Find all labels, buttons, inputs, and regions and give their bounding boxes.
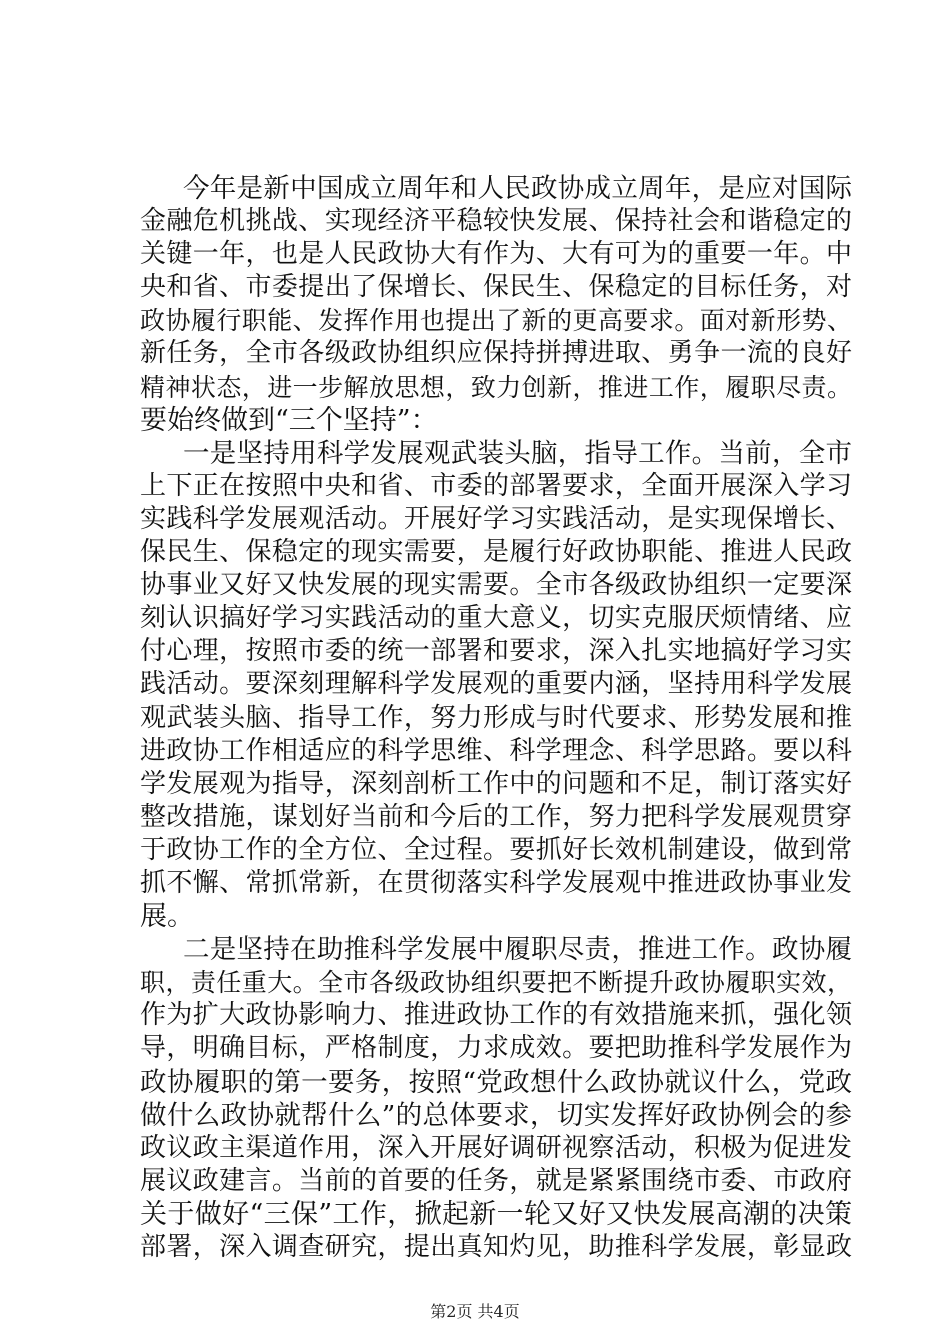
text-line: 精神状态，进一步解放思想，致力创新，推进工作，履职尽责。	[140, 372, 852, 402]
text-line: 央和省、市委提出了保增长、保民生、保稳定的目标任务，对	[140, 272, 852, 303]
text-line: 抓不懈、常抓常新，在贯彻落实科学发展观中推进政协事业发	[140, 867, 852, 898]
text-line: 付心理，按照市委的统一部署和要求，深入扎实地搞好学习实	[140, 636, 852, 667]
text-line: 展议政建言。当前的首要的任务，就是紧紧围绕市委、市政府	[140, 1165, 852, 1196]
text-line: 整改措施，谋划好当前和今后的工作，努力把科学发展观贯穿	[140, 801, 852, 832]
text-line: 金融危机挑战、实现经济平稳较快发展、保持社会和谐稳定的	[140, 206, 852, 237]
text-line: 导，明确目标，严格制度，力求成效。要把助推科学发展作为	[140, 1033, 852, 1064]
text-line: 进政协工作相适应的科学思维、科学理念、科学思路。要以科	[140, 735, 852, 766]
text-line: 今年是新中国成立周年和人民政协成立周年，是应对国际	[183, 173, 852, 204]
text-line: 二是坚持在助推科学发展中履职尽责，推进工作。政协履	[183, 934, 852, 966]
paragraph	[140, 933, 852, 1264]
text-line: 要始终做到“三个坚持”：	[140, 404, 438, 436]
text-line: 协事业又好又快发展的现实需要。全市各级政协组织一定要深	[140, 570, 852, 601]
paragraph	[140, 437, 852, 933]
paragraph	[140, 172, 852, 437]
document-body	[140, 172, 852, 1264]
text-line: 展。	[140, 901, 194, 933]
text-line: 政协履职的第一要务，按照“党政想什么政协就议什么，党政	[140, 1066, 852, 1098]
text-line: 职，责任重大。全市各级政协组织要把不断提升政协履职实效，	[140, 968, 852, 998]
text-line: 刻认识搞好学习实践活动的重大意义，切实克服厌烦情绪、应	[140, 603, 852, 634]
text-line: 政议政主渠道作用，深入开展好调研视察活动，积极为促进发	[140, 1132, 852, 1163]
text-line: 新任务，全市各级政协组织应保持拼搏进取、勇争一流的良好	[140, 338, 852, 369]
text-line: 实践科学发展观活动。开展好学习实践活动，是实现保增长、	[140, 503, 852, 534]
text-line: 政协履行职能、发挥作用也提出了新的更高要求。面对新形势、	[140, 306, 852, 336]
text-line: 学发展观为指导，深刻剖析工作中的问题和不足，制订落实好	[140, 768, 852, 799]
text-line: 作为扩大政协影响力、推进政协工作的有效措施来抓，强化领	[140, 1000, 852, 1031]
text-line: 关于做好“三保”工作，掀起新一轮又好又快发展高潮的决策	[140, 1198, 852, 1230]
text-line: 做什么政协就帮什么”的总体要求，切实发挥好政协例会的参	[140, 1099, 852, 1131]
text-line: 观武装头脑、指导工作，努力形成与时代要求、形势发展和推	[140, 702, 852, 733]
text-line: 于政协工作的全方位、全过程。要抓好长效机制建设，做到常	[140, 834, 852, 865]
text-line: 部署，深入调查研究，提出真知灼见，助推科学发展，彰显政	[140, 1232, 852, 1262]
text-line: 一是坚持用科学发展观武装头脑，指导工作。当前，全市	[183, 437, 852, 469]
page-number-footer: 第2页 共4页	[430, 1302, 520, 1321]
text-line: 践活动。要深刻理解科学发展观的重要内涵，坚持用科学发展	[140, 669, 852, 700]
text-line: 上下正在按照中央和省、市委的部署要求，全面开展深入学习	[140, 470, 852, 501]
text-line: 保民生、保稳定的现实需要，是履行好政协职能、推进人民政	[140, 537, 852, 568]
text-line: 关键一年，也是人民政协大有作为、大有可为的重要一年。中	[140, 239, 852, 270]
